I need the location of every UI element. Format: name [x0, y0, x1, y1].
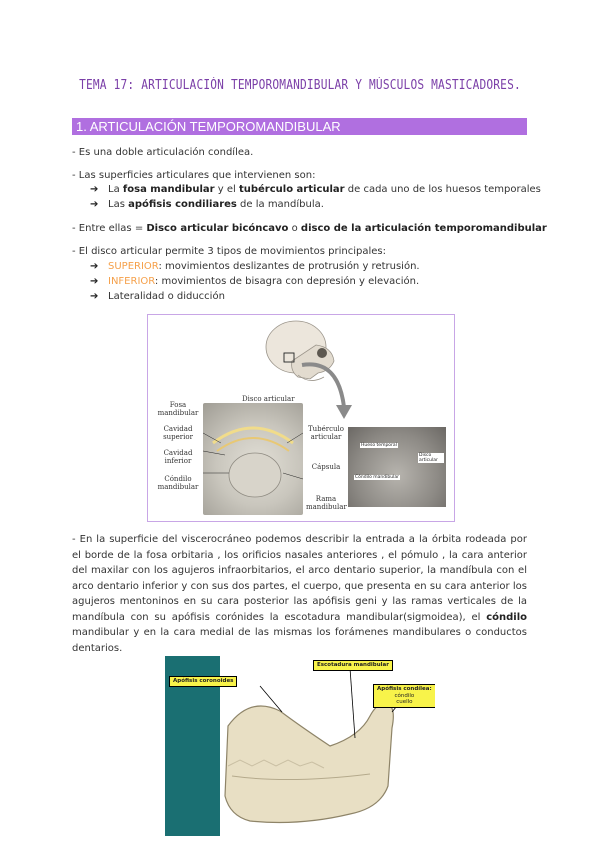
- text-run: de cada uno de los huesos temporales: [344, 184, 541, 195]
- section-header: [72, 118, 527, 135]
- highlight-term: SUPERIOR: [108, 261, 159, 272]
- label-rama-mandibular: Rama mandibular: [306, 495, 347, 511]
- label-condilea: [373, 684, 435, 708]
- label-condilea-condilo: cóndilo: [394, 692, 415, 699]
- label-disco-articular: Disco articular: [242, 395, 295, 403]
- joint-overlay: [203, 403, 303, 515]
- text-run: : movimientos deslizantes de protrusión y retrusión.: [158, 261, 420, 272]
- line-disco-permite: - El disco articular permite 3 tipos de movimientos principales:: [72, 246, 386, 257]
- bold-term: disco de la articulación temporomandibular: [300, 223, 547, 234]
- mandible-panel: [220, 656, 435, 836]
- bold-term: Disco articular bicóncavo: [146, 223, 289, 234]
- label-cavidad-superior: Cavidad superior: [163, 425, 193, 441]
- bold-term: tubérculo articular: [238, 184, 345, 195]
- joint-section-image: [203, 403, 303, 515]
- line-doble-articulacion: - Es una doble articulación condílea.: [72, 147, 254, 158]
- curved-arrow-icon: [298, 355, 358, 423]
- text-run: mandibular y en la cara medial de las mismas los forámenes mandibulares o conductos dentarios.: [72, 627, 527, 654]
- bold-term: fosa mandibular: [122, 184, 215, 195]
- label-capsula: Cápsula: [311, 463, 341, 471]
- text-run: Las: [108, 199, 129, 210]
- arrow-bullet-icon: ➔: [90, 184, 99, 195]
- label-coronoides: Apófisis coronoides: [169, 676, 237, 687]
- label-tuberculo-articular: Tubérculo articular: [307, 425, 345, 441]
- label-disco-articular-photo: Disco articular: [418, 453, 444, 463]
- label-condilea-title: Apófisis condílea:: [377, 686, 432, 692]
- text-run: : movimientos de bisagra con depresión y elevación.: [154, 276, 420, 287]
- line-superficies: - Las superficies articulares que intervienen son:: [72, 170, 316, 181]
- bullet-superior: [108, 260, 420, 273]
- bold-term: apófisis condiliares: [128, 199, 237, 210]
- text-run: - En la superficie del viscerocráneo podemos describir la entrada a la órbita rodeada por el borde de la fosa orbitaria , los orificios nasales anteriores , el pómulo , la cara anterior del maxilar con los agujeros infraorbitarios, el arco dentario superior, la mandíbula con el arco dentario inferior y con sus dos partes, el cuerpo, que presenta en su cara anterior los agujeros mentoninos en su cara posterior las apófisis geni y las ramas verticales de la mandíbula con su apófisis corónides la escotadura mandibular(sigmoidea), el: [72, 534, 527, 623]
- text-run: - Entre ellas =: [72, 223, 147, 234]
- viscerocraneo-paragraph: [72, 532, 527, 656]
- bullet-lateralidad: Lateralidad o diducción: [108, 291, 225, 302]
- text-run: o: [288, 223, 301, 234]
- label-condilo-mandibular: Cóndilo mandibular: [157, 475, 199, 491]
- bullet-apofisis: [108, 198, 324, 211]
- arrow-bullet-icon: ➔: [90, 199, 99, 210]
- arrow-bullet-icon: ➔: [90, 291, 99, 302]
- section-title: 1. ARTICULACIÓN TEMPOROMANDIBULAR: [76, 119, 341, 134]
- bullet-inferior: [108, 275, 419, 288]
- disc-photo-image: [348, 427, 446, 507]
- text-run: La: [108, 184, 123, 195]
- tmj-figure: [147, 314, 455, 522]
- label-escotadura: Escotadura mandibular: [313, 660, 393, 671]
- highlight-term: INFERIOR: [108, 276, 155, 287]
- arrow-bullet-icon: ➔: [90, 276, 99, 287]
- text-run: y el: [214, 184, 239, 195]
- mandible-figure: [165, 656, 435, 836]
- label-fosa-mandibular: Fosa mandibular: [157, 401, 199, 417]
- label-cavidad-inferior: Cavidad inferior: [163, 449, 193, 465]
- bullet-fosa-mandibular: [108, 183, 541, 196]
- label-hueso-temporal: Hueso temporal: [361, 443, 397, 448]
- text-run: de la mandíbula.: [236, 199, 324, 210]
- page-title: TEMA 17: ARTICULACIÓN TEMPOROMANDIBULAR Y MÚSCULOS MASTICADORES.: [79, 78, 521, 93]
- line-entre-ellas: [72, 222, 547, 235]
- mandible-illustration: [220, 656, 435, 836]
- label-condilea-cuello: cuello: [396, 699, 413, 705]
- arrow-bullet-icon: ➔: [90, 261, 99, 272]
- bold-term: cóndilo: [486, 611, 527, 623]
- label-condilo-photo: Cóndilo mandibular: [355, 475, 399, 480]
